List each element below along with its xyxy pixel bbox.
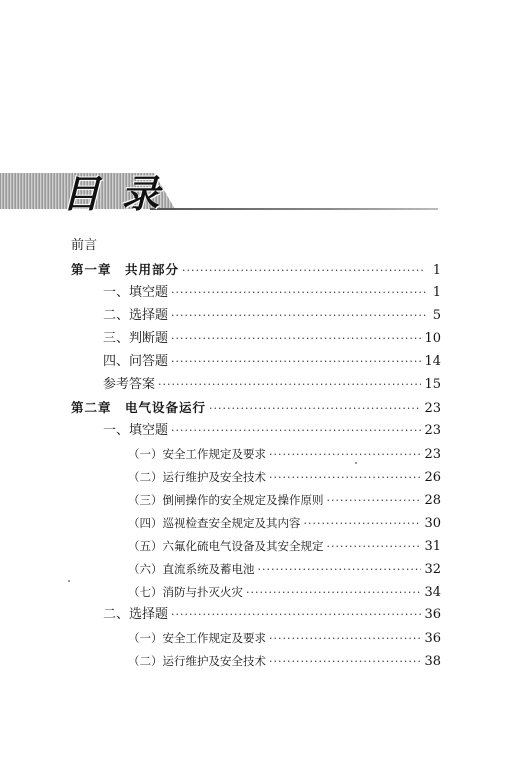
toc-entry-page: 28 [424,493,441,508]
toc-entry [103,377,441,393]
toc-entry-page: 36 [424,607,441,622]
toc-entry [103,285,441,301]
toc-entry [103,423,441,439]
toc-entry-page: 1 [432,263,441,278]
toc-entry-label: （七）消防与扑灭火灾 [128,585,243,599]
toc-entry-page: 32 [424,562,441,577]
toc-entry-label: 一、填空题 [103,423,169,438]
toc-leader-dots [258,562,422,578]
toc-entry-page: 38 [424,654,441,669]
toc-entry-page: 23 [424,401,441,416]
toc-leader-dots [171,285,426,301]
toc-entry-label: 二、选择题 [103,607,169,622]
toc-leader-dots [269,631,421,647]
toc-entry [103,331,441,347]
toc-entry-page: 10 [424,331,441,346]
toc-entry [103,354,441,370]
toc-entry-page: 23 [424,423,441,438]
toc-leader-dots [327,493,422,509]
toc-entry-chapter-1 [71,262,441,278]
toc-entry-label: 一、填空题 [103,285,169,300]
scan-speck [68,580,70,582]
toc-entry [128,538,441,554]
toc-entry [128,630,441,646]
toc-leader-dots [269,654,421,670]
toc-entry-label: 第一章 共用部分 [71,262,180,277]
toc-entry-page: 14 [424,354,441,369]
toc-entry-page: 31 [424,539,441,554]
toc-entry-label: 参考答案 [103,377,156,392]
toc-entry [128,492,441,508]
toc-entry-page: 23 [424,447,441,462]
toc-entry [103,308,441,324]
toc-entry-label: 第二章 电气设备运行 [71,400,207,415]
toc-entry-label: 三、判断题 [103,331,169,346]
toc-entry-page: 5 [432,308,441,323]
toc-entry [128,446,441,462]
toc-entry-label: 二、选择题 [103,308,169,323]
toc-entry-chapter-2 [71,400,441,416]
toc-leader-dots [269,470,421,486]
toc-entry [128,584,441,600]
toc-entry-label: （六）直流系统及蓄电池 [128,562,255,576]
toc-leader-dots [269,447,421,463]
toc-leader-dots [209,401,421,417]
toc-entry [128,653,441,669]
toc-leader-dots [171,607,421,623]
toc-entry [128,515,441,531]
toc-leader-dots [171,354,421,370]
toc-leader-dots [246,585,421,601]
toc-entry-page: 15 [424,377,441,392]
toc-entry-page: 36 [424,631,441,646]
toc-entry-page: 1 [432,285,441,300]
toc-leader-dots [171,423,421,439]
toc-leader-dots [327,539,422,555]
toc-entry-label: （二）运行维护及安全技术 [128,654,266,668]
scan-speck [355,462,357,464]
toc-leader-dots [182,263,426,279]
toc-entry-page: 34 [424,585,441,600]
toc-leader-dots [171,331,421,347]
toc-entry-label: （一）安全工作规定及要求 [128,447,266,461]
page-title: 目 录 [62,172,164,216]
toc-entry-page: 30 [424,516,441,531]
toc-entry [103,607,441,623]
toc-entry [128,561,441,577]
toc-leader-dots [158,377,421,393]
toc-entry-label: （二）运行维护及安全技术 [128,470,266,484]
toc-entry-label: （四）巡视检查安全规定及其内容 [128,516,301,530]
toc-entry-label: （一）安全工作规定及要求 [128,631,266,645]
toc-leader-dots [304,516,422,532]
toc-entry-label: 四、问答题 [103,354,169,369]
toc-entry-page: 26 [424,470,441,485]
toc-entry-label: （三）倒闸操作的安全规定及操作原则 [128,493,324,507]
toc-entry-label: （五）六氟化硫电气设备及其安全规定 [128,539,324,553]
toc-entry [128,469,441,485]
toc-preface: 前言 [71,238,98,253]
toc-leader-dots [171,308,426,324]
